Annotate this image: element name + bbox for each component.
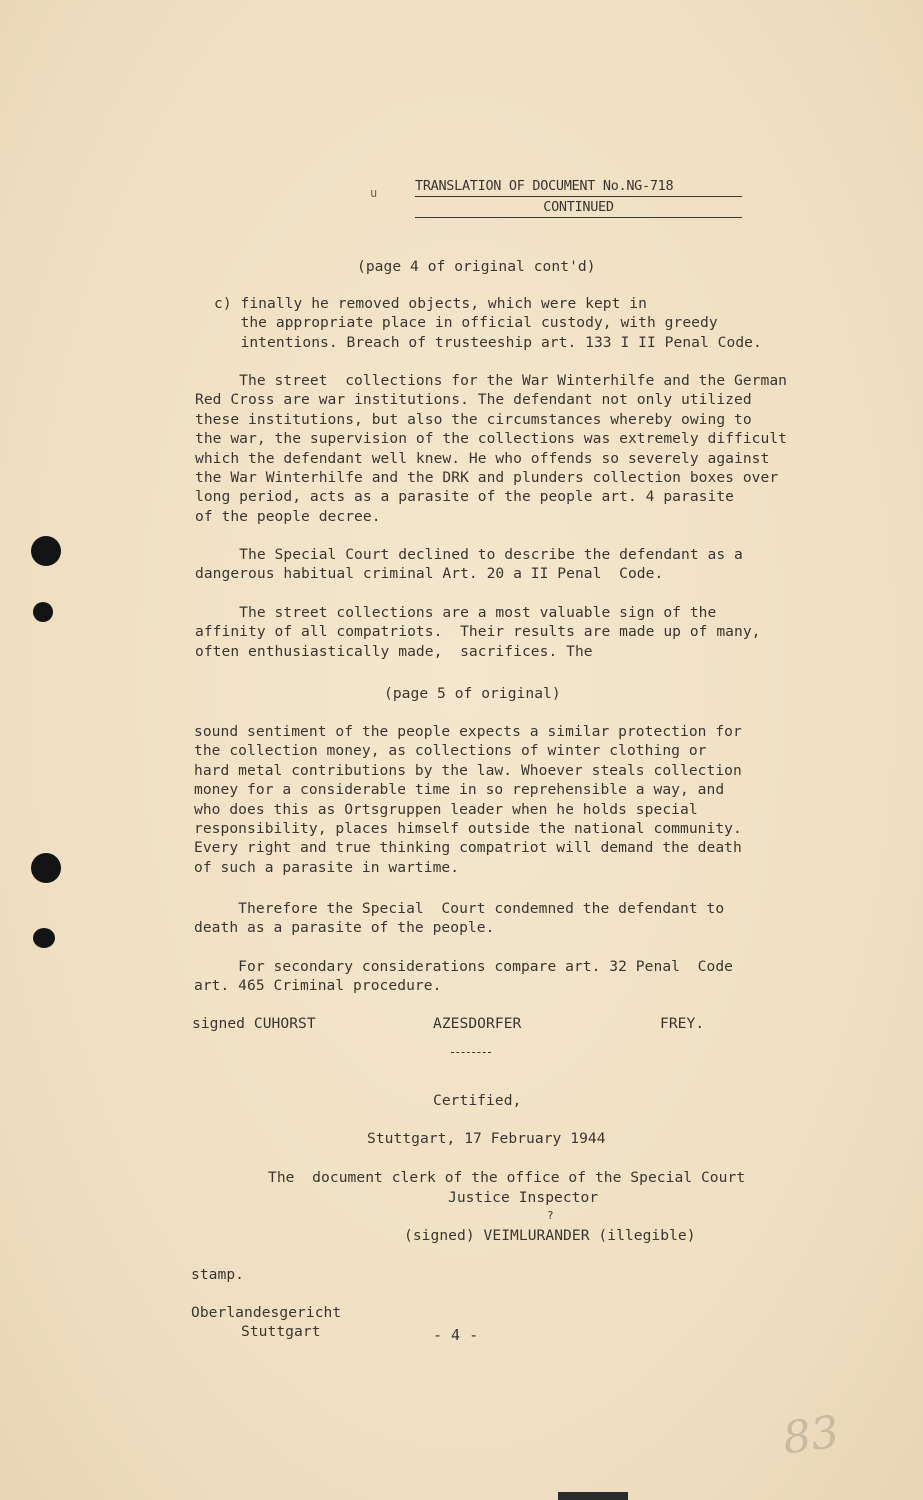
place-date: Stuttgart, 17 February 1944	[367, 1130, 606, 1147]
punch-hole-2	[33, 602, 53, 622]
paragraph-therefore: Therefore the Special Court condemned the defendant to death as a parasite of the people.	[194, 900, 725, 937]
bottom-edge-mark	[558, 1492, 628, 1500]
signature-azesdorfer: AZESDORFER	[433, 1015, 522, 1032]
punch-hole-3	[31, 853, 61, 883]
stray-mark: u	[370, 186, 378, 200]
punch-hole-1	[31, 536, 61, 566]
justice-inspector: Justice Inspector	[448, 1189, 599, 1206]
question-mark: ?	[547, 1209, 554, 1222]
handwritten-folio-number: 83	[779, 1406, 843, 1465]
stamp-court: Oberlandesgericht	[191, 1304, 342, 1321]
paragraph-affinity: The street collections are a most valuable sign of the affinity of all compatriots. Their results are made up of many, often enthusiastically made, sacrifices. The	[195, 604, 761, 660]
header-continued: CONTINUED	[415, 197, 742, 218]
page-number: - 4 -	[433, 1326, 479, 1344]
paragraph-special-court: The Special Court declined to describe the defendant as a dangerous habitual criminal Art. 20 a II Penal Code.	[195, 546, 743, 583]
certified-label: Certified,	[433, 1092, 522, 1109]
paragraph-sound-sentiment: sound sentiment of the people expects a similar protection for the collection money, as collections of winter clothing or hard metal contributions by the law. Whoever steals collection money for a considerable time in so reprehensible a way, and who does this as Ortsgruppen leader when he holds special responsibility, places himself outside the national community. Every right and true thinking compatriot will demand the death of such a parasite in wartime.	[194, 723, 742, 876]
stamp-city: Stuttgart	[241, 1323, 321, 1340]
document-header	[415, 178, 742, 218]
page4-note: (page 4 of original cont'd)	[357, 258, 596, 275]
signature-frey: FREY.	[660, 1015, 705, 1032]
page5-note: (page 5 of original)	[384, 685, 561, 702]
paragraph-c: c) finally he removed objects, which were kept in the appropriate place in official custody, with greedy intentions. Breach of trusteeship art. 133 I II Penal Code.	[214, 295, 762, 351]
stamp-label: stamp.	[191, 1266, 245, 1283]
signed-line: (signed) VEIMLURANDER (illegible)	[404, 1227, 696, 1244]
punch-hole-4	[33, 928, 55, 948]
paragraph-secondary: For secondary considerations compare art. 32 Penal Code art. 465 Criminal procedure.	[194, 958, 734, 995]
header-title: TRANSLATION OF DOCUMENT No.NG-718	[415, 178, 742, 197]
signature-cuhorst: signed CUHORST	[192, 1015, 316, 1032]
paragraph-street-collections: The street collections for the War Winterhilfe and the German Red Cross are war institutions. The defendant not only utilized these institutions, but also the circumstances whereby owing to the war, the supervision of the collections was extremely difficult which the defendant well knew. He who offends so severely against the War Winterhilfe and the DRK and plunders collection boxes over long period, acts as a parasite of the people art. 4 parasite of the people decree.	[195, 372, 788, 525]
separator-dash	[451, 1052, 491, 1053]
clerk-line: The document clerk of the office of the Special Court	[268, 1169, 746, 1186]
